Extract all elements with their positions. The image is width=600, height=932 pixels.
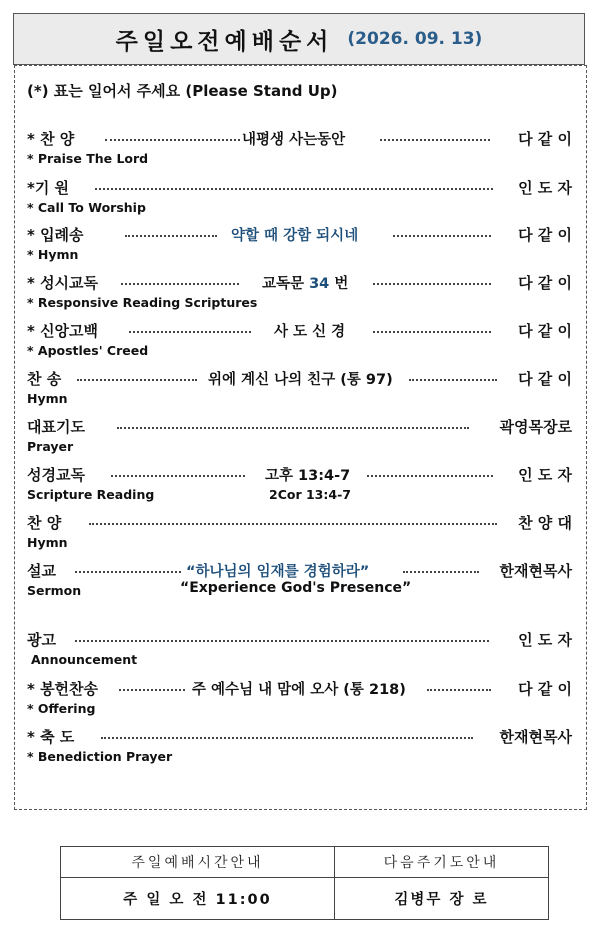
item-leader: 한재현목사: [499, 728, 572, 746]
item-label: 대표기도: [27, 418, 85, 436]
item-label: 광고: [27, 631, 56, 649]
reading-suffix: 번: [329, 276, 349, 292]
item-label: * 찬 양: [27, 130, 75, 148]
worship-item-call-to-worship: [15, 177, 586, 221]
item-english: Hymn: [27, 391, 68, 406]
leader-dots: [129, 331, 251, 333]
order-of-worship: [14, 65, 587, 810]
worship-item-creed: [15, 320, 586, 364]
sermon-title: “하나님의 임재를 경험하라”: [186, 564, 370, 580]
program-header: [13, 13, 585, 65]
leader-dots: [367, 475, 493, 477]
leader-dots: [427, 689, 491, 691]
program-title: 주일오전예배순서: [115, 28, 334, 55]
leader-dots: [89, 523, 497, 525]
leader-dots: [121, 283, 239, 285]
leader-dots: [373, 283, 491, 285]
item-leader: 인 도 자: [518, 179, 572, 197]
item-leader: 다 같 이: [518, 130, 572, 148]
worship-item-prayer: [15, 416, 586, 460]
leader-dots: [373, 331, 491, 333]
leader-dots: [75, 640, 489, 642]
next-prayer-header: 다음주기도안내: [335, 847, 549, 878]
item-label: * 성시교독: [27, 274, 99, 292]
item-english: * Hymn: [27, 247, 79, 262]
worship-item-responsive-reading: [15, 272, 586, 316]
item-leader: 다 같 이: [518, 322, 572, 340]
item-label: * 입례송: [27, 226, 84, 244]
leader-dots: [101, 737, 473, 739]
item-leader: 곽영목장로: [499, 418, 572, 436]
leader-dots: [117, 427, 469, 429]
item-title: 약할 때 강함 되시네: [231, 228, 359, 244]
worship-item-choir: [15, 512, 586, 556]
worship-item-offering: [15, 678, 586, 722]
reading-prefix: 교독문: [262, 276, 310, 292]
item-english: Sermon: [27, 583, 82, 598]
item-english: Hymn: [27, 535, 68, 550]
leader-dots: [125, 235, 217, 237]
item-label: 설교: [27, 562, 56, 580]
item-english: * Offering: [27, 701, 96, 716]
item-english-title: 2Cor 13:4-7: [269, 487, 351, 502]
leader-dots: [380, 139, 490, 141]
item-title: 주 예수님 내 맘에 오사 (통 218): [192, 682, 406, 698]
item-title: 사 도 신 경: [274, 324, 346, 340]
item-english: Announcement: [31, 652, 138, 667]
leader-dots: [95, 188, 493, 190]
item-label: 찬 양: [27, 514, 62, 532]
leader-dots: [77, 379, 197, 381]
stand-up-note: (*) 표는 일어서 주세요 (Please Stand Up): [27, 82, 338, 100]
item-label: * 축 도: [27, 728, 75, 746]
item-leader: 찬 양 대: [518, 514, 572, 532]
next-prayer-value: 김병무 장 로: [335, 878, 549, 920]
item-leader: 다 같 이: [518, 370, 572, 388]
worship-item-hymn-intro: [15, 224, 586, 268]
item-leader: 인 도 자: [518, 466, 572, 484]
item-label: 찬 송: [27, 370, 62, 388]
worship-item-announcement: [15, 629, 586, 673]
leader-dots: [403, 571, 479, 573]
leader-dots: [75, 571, 181, 573]
worship-item-benediction: [15, 726, 586, 770]
worship-item-hymn: [15, 368, 586, 412]
sermon-title-english: “Experience God's Presence”: [180, 580, 412, 596]
item-title: 고후 13:4-7: [265, 468, 351, 484]
reading-number: 34: [309, 276, 330, 292]
service-time-header: 주일예배시간안내: [61, 847, 335, 878]
service-time-value: 주 일 오 전 11:00: [61, 878, 335, 920]
item-english: Scripture Reading: [27, 487, 155, 502]
leader-dots: [111, 475, 245, 477]
item-leader: 다 같 이: [518, 226, 572, 244]
item-title: 위에 계신 나의 친구 (통 97): [208, 372, 393, 388]
item-title: 내평생 사는동안: [242, 132, 346, 148]
item-label: *기 원: [27, 179, 70, 197]
worship-item-praise: [15, 128, 586, 172]
item-label: 성경교독: [27, 466, 85, 484]
item-label: * 봉헌찬송: [27, 680, 99, 698]
service-info-table: [60, 846, 549, 920]
item-leader: 다 같 이: [518, 680, 572, 698]
item-leader: 한재현목사: [499, 562, 572, 580]
item-title: [262, 272, 348, 293]
item-english: Prayer: [27, 439, 74, 454]
item-english: * Call To Worship: [27, 200, 146, 215]
item-english: * Apostles' Creed: [27, 343, 149, 358]
leader-dots: [119, 689, 185, 691]
item-leader: 다 같 이: [518, 274, 572, 292]
item-leader: 인 도 자: [518, 631, 572, 649]
item-english: * Responsive Reading Scriptures: [27, 295, 258, 310]
item-label: * 신앙고백: [27, 322, 99, 340]
leader-dots: [409, 379, 497, 381]
item-english: * Benediction Prayer: [27, 749, 173, 764]
worship-item-sermon: [15, 560, 586, 604]
program-date: (2026. 09. 13): [347, 29, 483, 49]
item-english: * Praise The Lord: [27, 151, 149, 166]
worship-item-scripture: [15, 464, 586, 508]
leader-dots: [393, 235, 491, 237]
leader-dots: [105, 139, 240, 141]
